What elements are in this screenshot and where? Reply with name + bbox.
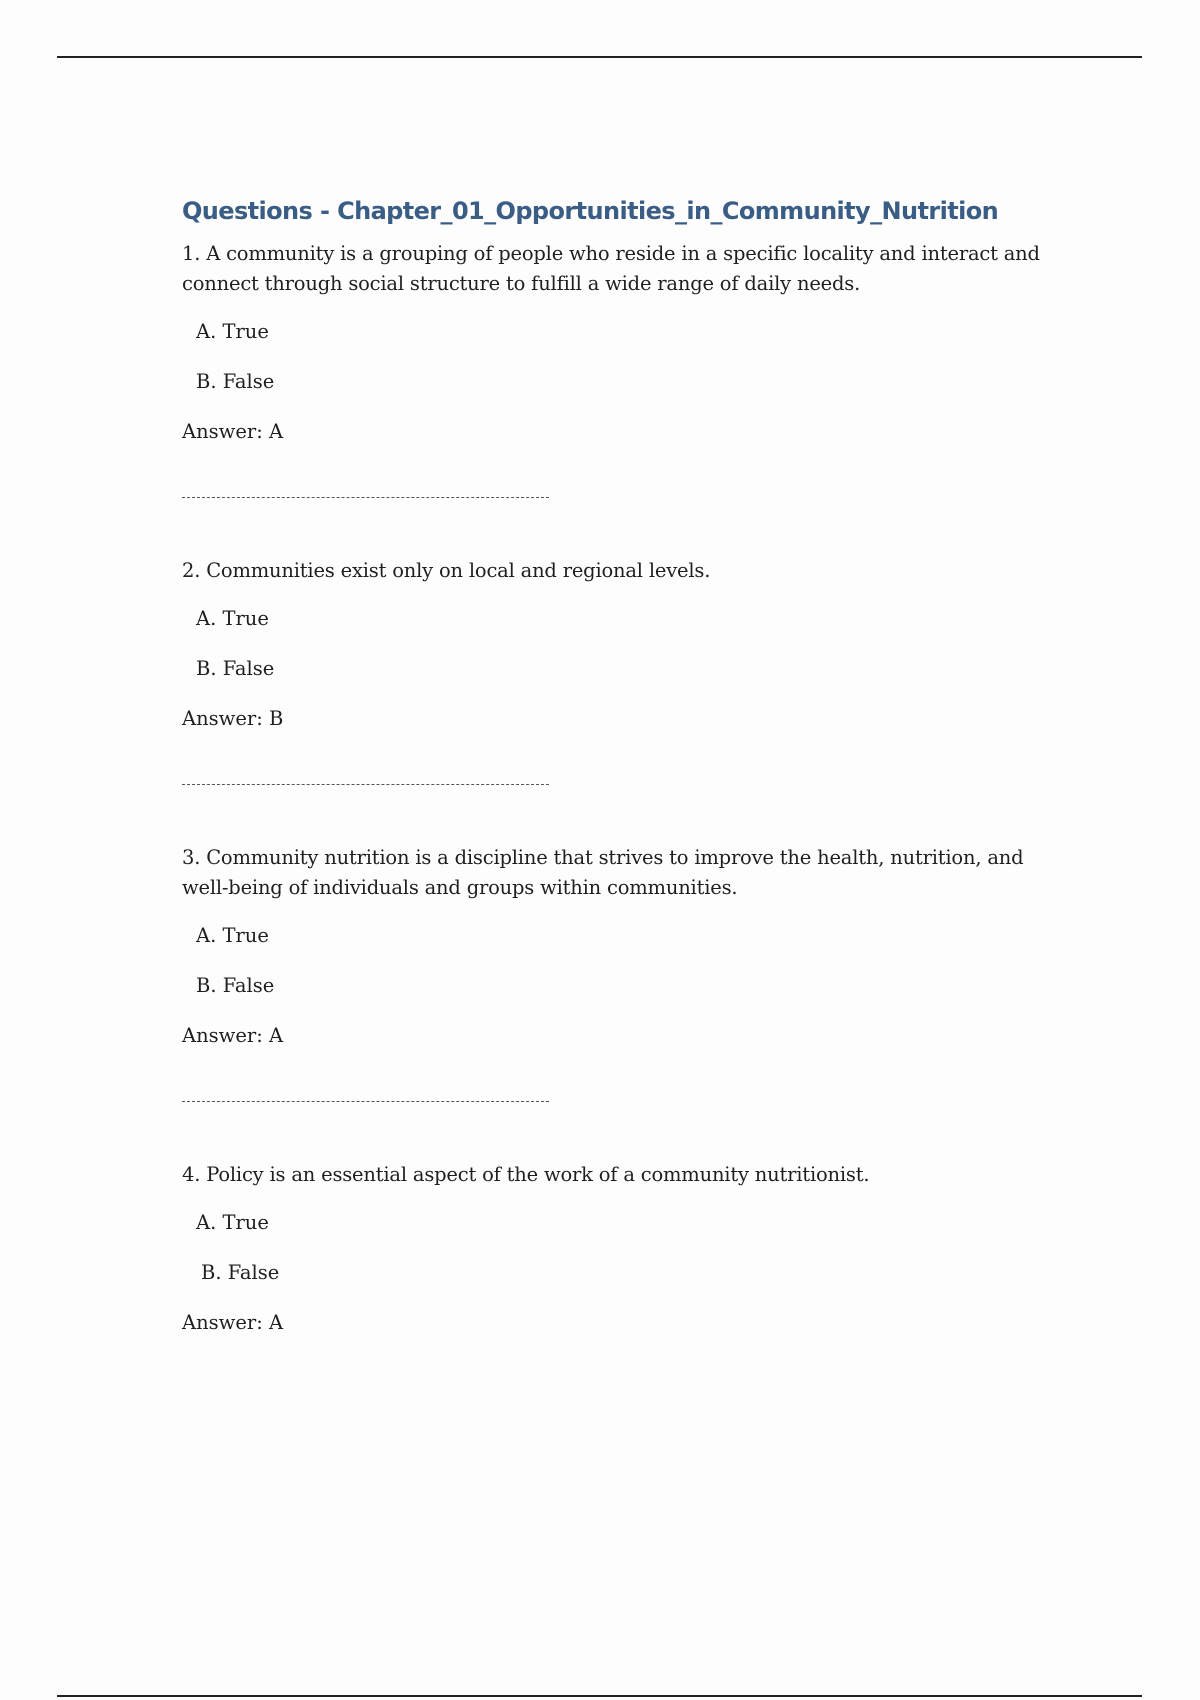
option-b: B. False bbox=[196, 657, 275, 680]
footer-rule bbox=[57, 1695, 1142, 1697]
question-text: 1. A community is a grouping of people who reside in a specific locality and interact and connect through social structure to fulfill a wide range of daily needs. bbox=[182, 242, 1040, 295]
answer-line: Answer: B bbox=[182, 707, 284, 730]
question-separator bbox=[182, 497, 549, 498]
answer-line: Answer: A bbox=[182, 1311, 284, 1334]
question-text: 3. Community nutrition is a discipline that strives to improve the health, nutrition, and well-being of individuals and groups within communities. bbox=[182, 846, 1024, 899]
question-separator bbox=[182, 784, 549, 785]
document-body bbox=[182, 193, 1062, 1338]
answer-line: Answer: A bbox=[182, 1024, 284, 1047]
question-block-2 bbox=[182, 556, 1062, 734]
header-rule bbox=[57, 56, 1142, 58]
question-separator bbox=[182, 1101, 549, 1102]
document-title: Questions - Chapter_01_Opportunities_in_Community_Nutrition bbox=[182, 197, 999, 225]
option-b: B. False bbox=[196, 370, 275, 393]
option-a: A. True bbox=[196, 607, 269, 630]
question-text: 4. Policy is an essential aspect of the work of a community nutritionist. bbox=[182, 1163, 870, 1186]
question-block-1 bbox=[182, 239, 1062, 447]
question-block-4 bbox=[182, 1160, 1062, 1338]
option-a: A. True bbox=[196, 320, 269, 343]
answer-line: Answer: A bbox=[182, 420, 284, 443]
option-b: B. False bbox=[196, 974, 275, 997]
question-text: 2. Communities exist only on local and regional levels. bbox=[182, 559, 711, 582]
option-a: A. True bbox=[196, 924, 269, 947]
option-b: B. False bbox=[201, 1261, 280, 1284]
option-a: A. True bbox=[196, 1211, 269, 1234]
question-block-3 bbox=[182, 843, 1062, 1051]
